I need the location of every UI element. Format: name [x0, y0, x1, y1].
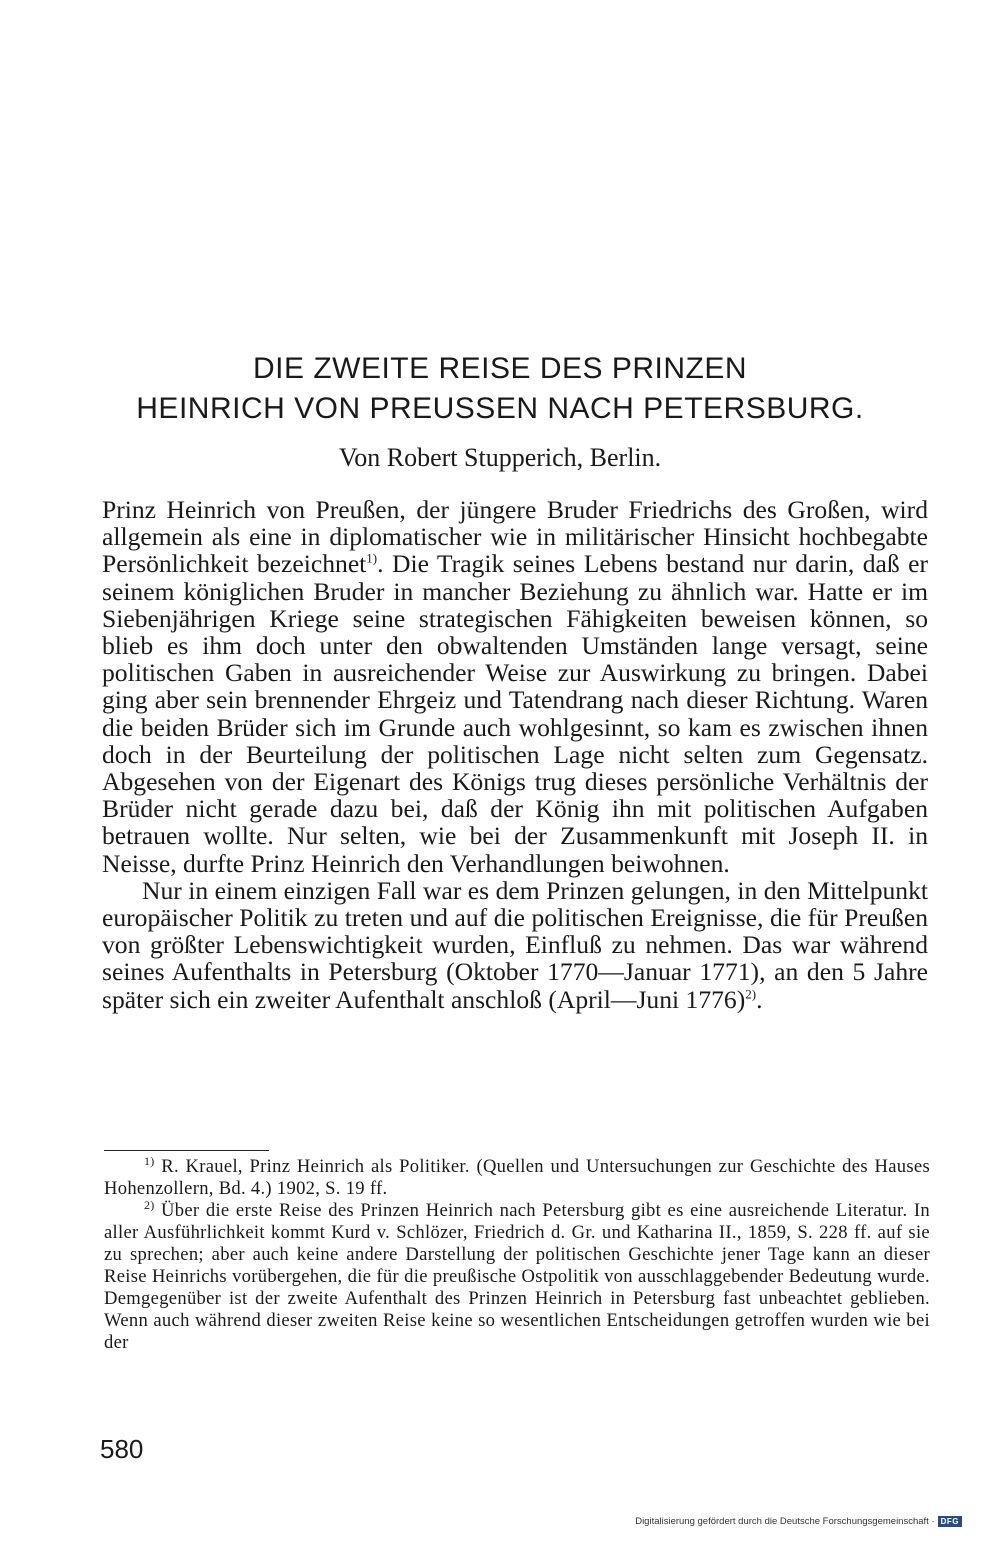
credit-text: Digitalisierung gefördert durch die Deutsche Forschungsgemeinschaft ·	[635, 1516, 935, 1527]
article-title-line-1: DIE ZWEITE REISE DES PRINZEN	[252, 352, 748, 385]
footnote-2	[104, 1197, 930, 1354]
footnote-divider	[104, 1150, 269, 1151]
paragraph-1	[102, 496, 928, 877]
paragraph-2-text-a: Nur in einem einzigen Fall war es dem Prinzen gelungen, in den Mittelpunkt europäischer Politik zu treten und auf die politischen Ereignisse, die für Preußen von größter Lebenswichtigkeit wurden, Einfluß zu nehmen. Das war während seines Aufenthalts in Petersburg (Oktober 1770—Januar 1771), an den 5 Jahre später sich ein zweiter Aufenthalt anschloß (April—Juni 1776)	[102, 875, 928, 1014]
footnote-ref-1[interactable]: 1)	[366, 550, 378, 566]
dfg-logo-icon: DFG	[938, 1516, 962, 1527]
footnote-ref-2[interactable]: 2)	[745, 986, 757, 1002]
footnote-1	[104, 1153, 930, 1200]
page-number: 580	[100, 1434, 144, 1464]
footnotes	[104, 1153, 930, 1354]
digitization-credit	[635, 1516, 962, 1527]
article-body	[102, 496, 928, 1013]
paragraph-1-text-a: Prinz Heinrich von Preußen, der jüngere Bruder Friedrichs des Großen, wird allgemein als eine in diplomatischer wie in militärischer Hinsicht hochbegabte Persönlichkeit bezeichnet	[102, 495, 928, 579]
paragraph-2-text-b: .	[756, 984, 763, 1014]
footnote-1-marker: 1)	[144, 1153, 155, 1168]
article-author: Von Robert Stupperich, Berlin.	[338, 443, 662, 472]
footnote-1-text: R. Krauel, Prinz Heinrich als Politiker. (Quellen und Untersuchungen zur Geschichte des Hauses Hohenzollern, Bd. 4.) 1902, S. 19 ff.	[104, 1156, 930, 1199]
footnote-2-text: Über die erste Reise des Prinzen Heinrich nach Petersburg gibt es eine ausreichende Literatur. In aller Ausführlichkeit kommt Kurd v. Schlözer, Friedrich d. Gr. und Katharina II., 1859, S. 228 ff. auf sie zu sprechen; aber auch keine andere Darstellung der politischen Geschichte jener Tage kann an dieser Reise Heinrichs vorübergehen, die für die preußische Ostpolitik von ausschlaggebender Bedeutung wurde. Demgegenüber ist der zweite Aufenthalt des Prinzen Heinrich in Petersburg fast unbeachtet geblieben. Wenn auch während dieser zweiten Reise keine so wesentlichen Entscheidungen getroffen wurden wie bei der	[104, 1200, 930, 1353]
footnote-2-marker: 2)	[144, 1197, 155, 1212]
article-title-line-2: HEINRICH VON PREUSSEN NACH PETERSBURG.	[136, 392, 864, 425]
paragraph-2	[102, 877, 928, 1013]
paragraph-1-text-b: . Die Tragik seines Lebens bestand nur darin, daß er seinem königlichen Bruder in mancher Beziehung zu ähnlich war. Hatte er im Siebenjährigen Kriege seine strategischen Fähigkeiten beweisen können, so blieb es ihm doch unter den obwaltenden Umständen lange versagt, seine politischen Gaben in ausreichender Weise zur Auswirkung zu bringen. Dabei ging aber sein brennender Ehrgeiz und Tatendrang nach dieser Richtung. Waren die beiden Brüder sich im Grunde auch wohlgesinnt, so kam es zwischen ihnen doch in der Beurteilung der politischen Lage nicht selten zum Gegensatz. Abgesehen von der Eigenart des Königs trug dieses persönliche Verhältnis der Brüder nicht gerade dazu bei, daß der König ihn mit politischen Aufgaben betrauen wollte. Nur selten, wie bei der Zusammenkunft mit Joseph II. in Neisse, durfte Prinz Heinrich den Verhandlungen beiwohnen.	[102, 549, 928, 878]
